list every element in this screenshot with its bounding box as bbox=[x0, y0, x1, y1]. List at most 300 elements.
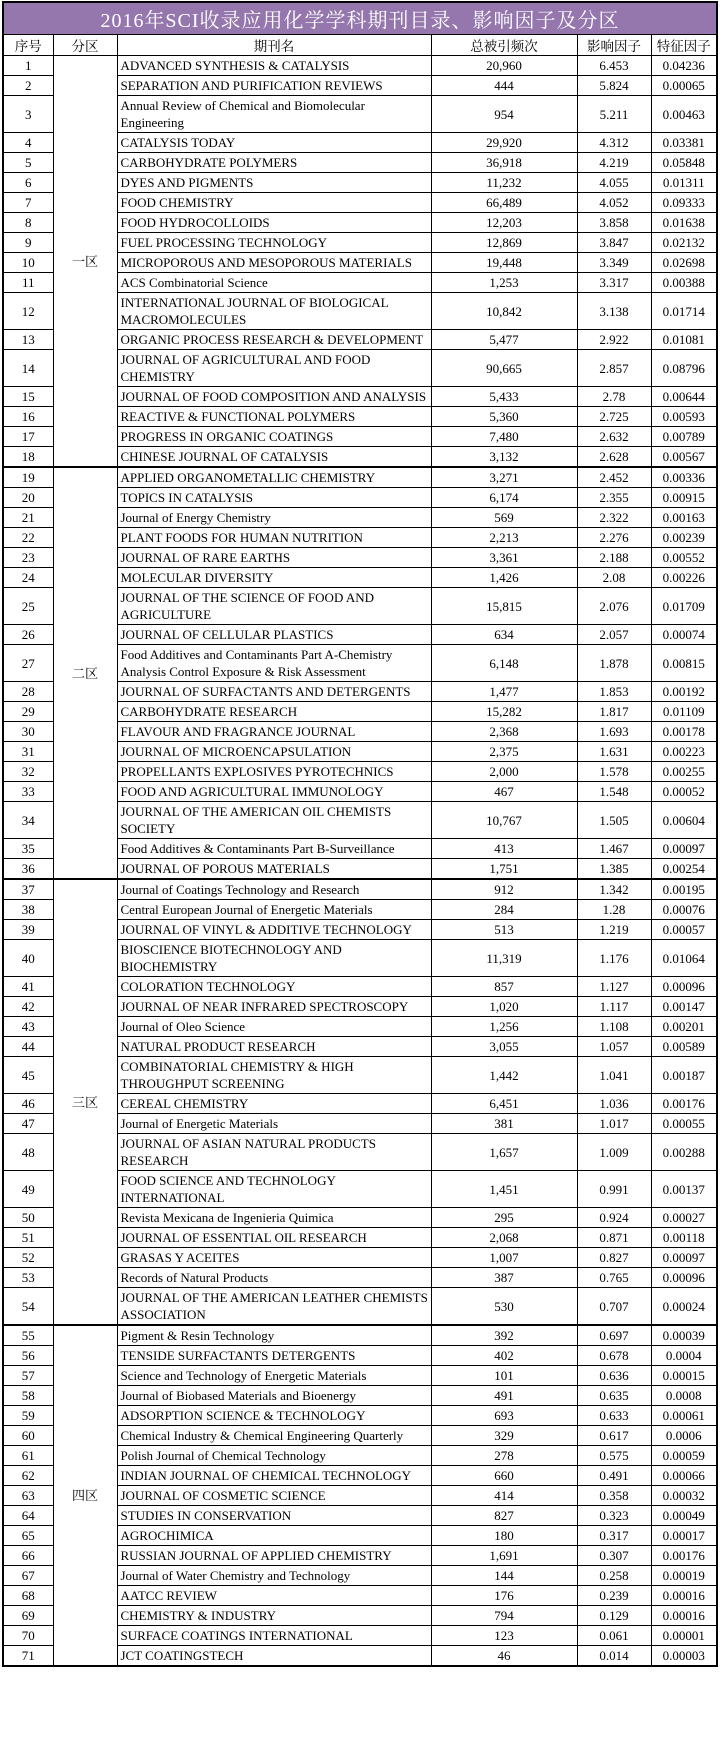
row-number-cell-active[interactable]: 5 bbox=[3, 153, 53, 173]
impact-factor-cell[interactable]: 0.491 bbox=[577, 1466, 651, 1486]
eigenfactor-cell[interactable]: 0.0004 bbox=[651, 1346, 717, 1366]
eigenfactor-cell[interactable]: 0.01714 bbox=[651, 293, 717, 330]
journal-name-cell[interactable]: Records of Natural Products bbox=[117, 1268, 431, 1288]
journal-name-cell[interactable]: JOURNAL OF CELLULAR PLASTICS bbox=[117, 625, 431, 645]
row-number-cell[interactable]: 40 bbox=[3, 940, 53, 977]
row-number-cell[interactable]: 54 bbox=[3, 1288, 53, 1326]
row-number-cell[interactable]: 8 bbox=[3, 213, 53, 233]
total-cites-cell[interactable]: 1,751 bbox=[431, 859, 577, 880]
eigenfactor-cell[interactable]: 0.00589 bbox=[651, 1037, 717, 1057]
zone-cell[interactable]: 四区 bbox=[53, 1325, 117, 1666]
eigenfactor-cell[interactable]: 0.00163 bbox=[651, 508, 717, 528]
eigenfactor-cell[interactable]: 0.00074 bbox=[651, 625, 717, 645]
row-number-cell[interactable]: 55 bbox=[3, 1325, 53, 1346]
journal-name-cell[interactable]: ORGANIC PROCESS RESEARCH & DEVELOPMENT bbox=[117, 330, 431, 350]
journal-name-cell[interactable]: TOPICS IN CATALYSIS bbox=[117, 488, 431, 508]
journal-name-cell[interactable]: PROGRESS IN ORGANIC COATINGS bbox=[117, 427, 431, 447]
impact-factor-cell[interactable]: 1.127 bbox=[577, 977, 651, 997]
total-cites-cell[interactable]: 6,148 bbox=[431, 645, 577, 682]
row-number-cell[interactable]: 53 bbox=[3, 1268, 53, 1288]
total-cites-cell[interactable]: 1,657 bbox=[431, 1134, 577, 1171]
impact-factor-cell[interactable]: 1.853 bbox=[577, 682, 651, 702]
total-cites-cell[interactable]: 1,020 bbox=[431, 997, 577, 1017]
journal-name-cell[interactable]: CATALYSIS TODAY bbox=[117, 133, 431, 153]
eigenfactor-cell[interactable]: 0.00593 bbox=[651, 407, 717, 427]
row-number-cell[interactable]: 37 bbox=[3, 879, 53, 900]
total-cites-cell[interactable]: 413 bbox=[431, 839, 577, 859]
total-cites-cell[interactable]: 15,282 bbox=[431, 702, 577, 722]
impact-factor-cell[interactable]: 4.312 bbox=[577, 133, 651, 153]
journal-name-cell[interactable]: INDIAN JOURNAL OF CHEMICAL TECHNOLOGY bbox=[117, 1466, 431, 1486]
total-cites-cell[interactable]: 912 bbox=[431, 879, 577, 900]
total-cites-cell[interactable]: 3,271 bbox=[431, 467, 577, 488]
eigenfactor-cell[interactable]: 0.00097 bbox=[651, 1248, 717, 1268]
row-number-cell[interactable]: 17 bbox=[3, 427, 53, 447]
journal-name-cell[interactable]: Pigment & Resin Technology bbox=[117, 1325, 431, 1346]
total-cites-cell[interactable]: 1,477 bbox=[431, 682, 577, 702]
row-number-cell[interactable]: 44 bbox=[3, 1037, 53, 1057]
eigenfactor-cell[interactable]: 0.00336 bbox=[651, 467, 717, 488]
total-cites-cell[interactable]: 66,489 bbox=[431, 193, 577, 213]
eigenfactor-cell[interactable]: 0.00192 bbox=[651, 682, 717, 702]
journal-name-cell[interactable]: COLORATION TECHNOLOGY bbox=[117, 977, 431, 997]
eigenfactor-cell[interactable]: 0.00061 bbox=[651, 1406, 717, 1426]
impact-factor-cell[interactable]: 0.323 bbox=[577, 1506, 651, 1526]
total-cites-cell[interactable]: 392 bbox=[431, 1325, 577, 1346]
total-cites-cell[interactable]: 11,319 bbox=[431, 940, 577, 977]
row-number-cell[interactable]: 22 bbox=[3, 528, 53, 548]
impact-factor-cell[interactable]: 0.129 bbox=[577, 1606, 651, 1626]
eigenfactor-cell[interactable]: 0.00001 bbox=[651, 1626, 717, 1646]
eigenfactor-cell[interactable]: 0.01709 bbox=[651, 588, 717, 625]
eigenfactor-cell[interactable]: 0.09333 bbox=[651, 193, 717, 213]
row-number-cell[interactable]: 30 bbox=[3, 722, 53, 742]
total-cites-cell[interactable]: 176 bbox=[431, 1586, 577, 1606]
total-cites-cell[interactable]: 2,213 bbox=[431, 528, 577, 548]
journal-name-cell[interactable]: Journal of Coatings Technology and Research bbox=[117, 879, 431, 900]
eigenfactor-cell[interactable]: 0.00065 bbox=[651, 76, 717, 96]
row-number-cell[interactable]: 21 bbox=[3, 508, 53, 528]
total-cites-cell[interactable]: 101 bbox=[431, 1366, 577, 1386]
eigenfactor-cell[interactable]: 0.01311 bbox=[651, 173, 717, 193]
impact-factor-cell[interactable]: 3.317 bbox=[577, 273, 651, 293]
impact-factor-cell[interactable]: 1.176 bbox=[577, 940, 651, 977]
total-cites-cell[interactable]: 5,360 bbox=[431, 407, 577, 427]
eigenfactor-cell[interactable]: 0.00024 bbox=[651, 1288, 717, 1326]
eigenfactor-cell[interactable]: 0.00052 bbox=[651, 782, 717, 802]
journal-name-cell[interactable]: Revista Mexicana de Ingenieria Quimica bbox=[117, 1208, 431, 1228]
journal-name-cell[interactable]: TENSIDE SURFACTANTS DETERGENTS bbox=[117, 1346, 431, 1366]
journal-name-cell[interactable]: JOURNAL OF ASIAN NATURAL PRODUCTS RESEARCH bbox=[117, 1134, 431, 1171]
eigenfactor-cell[interactable]: 0.00226 bbox=[651, 568, 717, 588]
journal-name-cell[interactable]: PROPELLANTS EXPLOSIVES PYROTECHNICS bbox=[117, 762, 431, 782]
eigenfactor-cell[interactable]: 0.00178 bbox=[651, 722, 717, 742]
eigenfactor-cell[interactable]: 0.00815 bbox=[651, 645, 717, 682]
row-number-cell[interactable]: 10 bbox=[3, 253, 53, 273]
row-number-cell[interactable]: 68 bbox=[3, 1586, 53, 1606]
total-cites-cell[interactable]: 10,842 bbox=[431, 293, 577, 330]
impact-factor-cell[interactable]: 5.211 bbox=[577, 96, 651, 133]
impact-factor-cell[interactable]: 1.578 bbox=[577, 762, 651, 782]
journal-name-cell[interactable]: FOOD CHEMISTRY bbox=[117, 193, 431, 213]
impact-factor-cell[interactable]: 2.057 bbox=[577, 625, 651, 645]
row-number-cell[interactable]: 69 bbox=[3, 1606, 53, 1626]
total-cites-cell[interactable]: 467 bbox=[431, 782, 577, 802]
journal-name-cell[interactable]: Food Additives & Contaminants Part B-Surveillance bbox=[117, 839, 431, 859]
eigenfactor-cell[interactable]: 0.00066 bbox=[651, 1466, 717, 1486]
eigenfactor-cell[interactable]: 0.00255 bbox=[651, 762, 717, 782]
journal-name-cell[interactable]: JOURNAL OF POROUS MATERIALS bbox=[117, 859, 431, 880]
journal-name-cell[interactable]: CARBOHYDRATE POLYMERS bbox=[117, 153, 431, 173]
total-cites-cell[interactable]: 123 bbox=[431, 1626, 577, 1646]
eigenfactor-cell[interactable]: 0.03381 bbox=[651, 133, 717, 153]
total-cites-cell[interactable]: 36,918 bbox=[431, 153, 577, 173]
journal-name-cell[interactable]: COMBINATORIAL CHEMISTRY & HIGH THROUGHPUT SCREENING bbox=[117, 1057, 431, 1094]
impact-factor-cell[interactable]: 4.052 bbox=[577, 193, 651, 213]
zone-cell[interactable]: 二区 bbox=[53, 467, 117, 879]
total-cites-cell[interactable]: 2,068 bbox=[431, 1228, 577, 1248]
impact-factor-cell[interactable]: 2.922 bbox=[577, 330, 651, 350]
row-number-cell[interactable]: 23 bbox=[3, 548, 53, 568]
eigenfactor-cell[interactable]: 0.04236 bbox=[651, 56, 717, 76]
eigenfactor-cell[interactable]: 0.01109 bbox=[651, 702, 717, 722]
impact-factor-cell[interactable]: 0.239 bbox=[577, 1586, 651, 1606]
row-number-cell[interactable]: 46 bbox=[3, 1094, 53, 1114]
journal-name-cell[interactable]: PLANT FOODS FOR HUMAN NUTRITION bbox=[117, 528, 431, 548]
eigenfactor-cell[interactable]: 0.00019 bbox=[651, 1566, 717, 1586]
impact-factor-cell[interactable]: 1.017 bbox=[577, 1114, 651, 1134]
impact-factor-cell[interactable]: 2.276 bbox=[577, 528, 651, 548]
impact-factor-cell[interactable]: 0.635 bbox=[577, 1386, 651, 1406]
journal-name-cell[interactable]: JOURNAL OF THE SCIENCE OF FOOD AND AGRICULTURE bbox=[117, 588, 431, 625]
total-cites-cell[interactable]: 295 bbox=[431, 1208, 577, 1228]
eigenfactor-cell[interactable]: 0.00057 bbox=[651, 920, 717, 940]
row-number-cell[interactable]: 32 bbox=[3, 762, 53, 782]
row-number-cell[interactable]: 9 bbox=[3, 233, 53, 253]
journal-name-cell[interactable]: Science and Technology of Energetic Materials bbox=[117, 1366, 431, 1386]
journal-name-cell[interactable]: FOOD HYDROCOLLOIDS bbox=[117, 213, 431, 233]
eigenfactor-cell[interactable]: 0.0006 bbox=[651, 1426, 717, 1446]
journal-name-cell[interactable]: INTERNATIONAL JOURNAL OF BIOLOGICAL MACROMOLECULES bbox=[117, 293, 431, 330]
row-number-cell[interactable]: 4 bbox=[3, 133, 53, 153]
total-cites-cell[interactable]: 827 bbox=[431, 1506, 577, 1526]
zone-cell[interactable]: 三区 bbox=[53, 879, 117, 1325]
eigenfactor-cell[interactable]: 0.00644 bbox=[651, 387, 717, 407]
total-cites-cell[interactable]: 10,767 bbox=[431, 802, 577, 839]
journal-name-cell[interactable]: JOURNAL OF AGRICULTURAL AND FOOD CHEMISTRY bbox=[117, 350, 431, 387]
row-number-cell[interactable]: 31 bbox=[3, 742, 53, 762]
row-number-cell[interactable]: 60 bbox=[3, 1426, 53, 1446]
journal-name-cell[interactable]: CHEMISTRY & INDUSTRY bbox=[117, 1606, 431, 1626]
row-number-cell[interactable]: 50 bbox=[3, 1208, 53, 1228]
impact-factor-cell[interactable]: 0.991 bbox=[577, 1171, 651, 1208]
total-cites-cell[interactable]: 2,000 bbox=[431, 762, 577, 782]
eigenfactor-cell[interactable]: 0.08796 bbox=[651, 350, 717, 387]
eigenfactor-cell[interactable]: 0.00059 bbox=[651, 1446, 717, 1466]
journal-name-cell[interactable]: JOURNAL OF SURFACTANTS AND DETERGENTS bbox=[117, 682, 431, 702]
journal-name-cell[interactable]: ADVANCED SYNTHESIS & CATALYSIS bbox=[117, 56, 431, 76]
impact-factor-cell[interactable]: 1.219 bbox=[577, 920, 651, 940]
journal-name-cell[interactable]: JOURNAL OF NEAR INFRARED SPECTROSCOPY bbox=[117, 997, 431, 1017]
row-number-cell[interactable]: 13 bbox=[3, 330, 53, 350]
journal-name-cell[interactable]: MICROPOROUS AND MESOPOROUS MATERIALS bbox=[117, 253, 431, 273]
journal-name-cell[interactable]: SEPARATION AND PURIFICATION REVIEWS bbox=[117, 76, 431, 96]
total-cites-cell[interactable]: 569 bbox=[431, 508, 577, 528]
journal-name-cell[interactable]: Annual Review of Chemical and Biomolecular Engineering bbox=[117, 96, 431, 133]
journal-name-cell[interactable]: RUSSIAN JOURNAL OF APPLIED CHEMISTRY bbox=[117, 1546, 431, 1566]
journal-name-cell[interactable]: JOURNAL OF RARE EARTHS bbox=[117, 548, 431, 568]
row-number-cell[interactable]: 56 bbox=[3, 1346, 53, 1366]
row-number-cell[interactable]: 1 bbox=[3, 56, 53, 76]
row-number-cell[interactable]: 58 bbox=[3, 1386, 53, 1406]
eigenfactor-cell[interactable]: 0.0008 bbox=[651, 1386, 717, 1406]
total-cites-cell[interactable]: 857 bbox=[431, 977, 577, 997]
row-number-cell[interactable]: 45 bbox=[3, 1057, 53, 1094]
journal-name-cell[interactable]: DYES AND PIGMENTS bbox=[117, 173, 431, 193]
row-number-cell[interactable]: 7 bbox=[3, 193, 53, 213]
row-number-cell[interactable]: 49 bbox=[3, 1171, 53, 1208]
row-number-cell[interactable]: 71 bbox=[3, 1646, 53, 1667]
journal-name-cell[interactable]: Central European Journal of Energetic Materials bbox=[117, 900, 431, 920]
journal-name-cell[interactable]: JOURNAL OF THE AMERICAN OIL CHEMISTS SOCIETY bbox=[117, 802, 431, 839]
eigenfactor-cell[interactable]: 0.00032 bbox=[651, 1486, 717, 1506]
total-cites-cell[interactable]: 491 bbox=[431, 1386, 577, 1406]
journal-name-cell[interactable]: Journal of Oleo Science bbox=[117, 1017, 431, 1037]
journal-name-cell[interactable]: CEREAL CHEMISTRY bbox=[117, 1094, 431, 1114]
total-cites-cell[interactable]: 513 bbox=[431, 920, 577, 940]
total-cites-cell[interactable]: 530 bbox=[431, 1288, 577, 1326]
total-cites-cell[interactable]: 693 bbox=[431, 1406, 577, 1426]
total-cites-cell[interactable]: 1,426 bbox=[431, 568, 577, 588]
total-cites-cell[interactable]: 5,433 bbox=[431, 387, 577, 407]
total-cites-cell[interactable]: 180 bbox=[431, 1526, 577, 1546]
impact-factor-cell[interactable]: 1.28 bbox=[577, 900, 651, 920]
total-cites-cell[interactable]: 284 bbox=[431, 900, 577, 920]
journal-name-cell[interactable]: FOOD SCIENCE AND TECHNOLOGY INTERNATIONAL bbox=[117, 1171, 431, 1208]
total-cites-cell[interactable]: 1,442 bbox=[431, 1057, 577, 1094]
total-cites-cell[interactable]: 278 bbox=[431, 1446, 577, 1466]
eigenfactor-cell[interactable]: 0.00288 bbox=[651, 1134, 717, 1171]
impact-factor-cell[interactable]: 0.258 bbox=[577, 1566, 651, 1586]
row-number-cell[interactable]: 3 bbox=[3, 96, 53, 133]
impact-factor-cell[interactable]: 3.858 bbox=[577, 213, 651, 233]
total-cites-cell[interactable]: 1,691 bbox=[431, 1546, 577, 1566]
row-number-cell[interactable]: 51 bbox=[3, 1228, 53, 1248]
eigenfactor-cell[interactable]: 0.00076 bbox=[651, 900, 717, 920]
total-cites-cell[interactable]: 12,869 bbox=[431, 233, 577, 253]
row-number-cell[interactable]: 66 bbox=[3, 1546, 53, 1566]
total-cites-cell[interactable]: 414 bbox=[431, 1486, 577, 1506]
impact-factor-cell[interactable]: 0.358 bbox=[577, 1486, 651, 1506]
impact-factor-cell[interactable]: 3.349 bbox=[577, 253, 651, 273]
journal-name-cell[interactable]: FOOD AND AGRICULTURAL IMMUNOLOGY bbox=[117, 782, 431, 802]
row-number-cell[interactable]: 62 bbox=[3, 1466, 53, 1486]
journal-name-cell[interactable]: NATURAL PRODUCT RESEARCH bbox=[117, 1037, 431, 1057]
journal-name-cell[interactable]: FUEL PROCESSING TECHNOLOGY bbox=[117, 233, 431, 253]
eigenfactor-cell[interactable]: 0.01064 bbox=[651, 940, 717, 977]
journal-name-cell[interactable]: Food Additives and Contaminants Part A-Chemistry Analysis Control Exposure & Risk Assessment bbox=[117, 645, 431, 682]
zone-cell[interactable]: 一区 bbox=[53, 56, 117, 468]
row-number-cell[interactable]: 34 bbox=[3, 802, 53, 839]
journal-name-cell[interactable]: Journal of Energetic Materials bbox=[117, 1114, 431, 1134]
journal-name-cell[interactable]: Journal of Energy Chemistry bbox=[117, 508, 431, 528]
impact-factor-cell[interactable]: 5.824 bbox=[577, 76, 651, 96]
impact-factor-cell[interactable]: 2.452 bbox=[577, 467, 651, 488]
total-cites-cell[interactable]: 1,007 bbox=[431, 1248, 577, 1268]
eigenfactor-cell[interactable]: 0.00388 bbox=[651, 273, 717, 293]
eigenfactor-cell[interactable]: 0.00137 bbox=[651, 1171, 717, 1208]
impact-factor-cell[interactable]: 1.117 bbox=[577, 997, 651, 1017]
impact-factor-cell[interactable]: 1.108 bbox=[577, 1017, 651, 1037]
impact-factor-cell[interactable]: 0.617 bbox=[577, 1426, 651, 1446]
eigenfactor-cell[interactable]: 0.00195 bbox=[651, 879, 717, 900]
total-cites-cell[interactable]: 402 bbox=[431, 1346, 577, 1366]
total-cites-cell[interactable]: 634 bbox=[431, 625, 577, 645]
total-cites-cell[interactable]: 3,361 bbox=[431, 548, 577, 568]
journal-name-cell[interactable]: ACS Combinatorial Science bbox=[117, 273, 431, 293]
impact-factor-cell[interactable]: 3.138 bbox=[577, 293, 651, 330]
total-cites-cell[interactable]: 46 bbox=[431, 1646, 577, 1667]
journal-name-cell[interactable]: JOURNAL OF THE AMERICAN LEATHER CHEMISTS ASSOCIATION bbox=[117, 1288, 431, 1326]
total-cites-cell[interactable]: 1,253 bbox=[431, 273, 577, 293]
row-number-cell[interactable]: 6 bbox=[3, 173, 53, 193]
journal-name-cell[interactable]: JOURNAL OF MICROENCAPSULATION bbox=[117, 742, 431, 762]
impact-factor-cell[interactable]: 0.636 bbox=[577, 1366, 651, 1386]
eigenfactor-cell[interactable]: 0.00176 bbox=[651, 1546, 717, 1566]
eigenfactor-cell[interactable]: 0.00097 bbox=[651, 839, 717, 859]
row-number-cell[interactable]: 2 bbox=[3, 76, 53, 96]
eigenfactor-cell[interactable]: 0.00017 bbox=[651, 1526, 717, 1546]
journal-name-cell[interactable]: Journal of Water Chemistry and Technology bbox=[117, 1566, 431, 1586]
row-number-cell[interactable]: 61 bbox=[3, 1446, 53, 1466]
impact-factor-cell[interactable]: 1.057 bbox=[577, 1037, 651, 1057]
impact-factor-cell[interactable]: 6.453 bbox=[577, 56, 651, 76]
impact-factor-cell[interactable]: 0.707 bbox=[577, 1288, 651, 1326]
journal-name-cell[interactable]: GRASAS Y ACEITES bbox=[117, 1248, 431, 1268]
row-number-cell[interactable]: 36 bbox=[3, 859, 53, 880]
journal-name-cell[interactable]: AATCC REVIEW bbox=[117, 1586, 431, 1606]
impact-factor-cell[interactable]: 0.678 bbox=[577, 1346, 651, 1366]
total-cites-cell[interactable]: 6,174 bbox=[431, 488, 577, 508]
row-number-cell[interactable]: 64 bbox=[3, 1506, 53, 1526]
impact-factor-cell[interactable]: 2.857 bbox=[577, 350, 651, 387]
impact-factor-cell[interactable]: 1.342 bbox=[577, 879, 651, 900]
eigenfactor-cell[interactable]: 0.00187 bbox=[651, 1057, 717, 1094]
impact-factor-cell[interactable]: 0.765 bbox=[577, 1268, 651, 1288]
eigenfactor-cell[interactable]: 0.00176 bbox=[651, 1094, 717, 1114]
row-number-cell[interactable]: 47 bbox=[3, 1114, 53, 1134]
eigenfactor-cell[interactable]: 0.00567 bbox=[651, 447, 717, 468]
total-cites-cell[interactable]: 3,055 bbox=[431, 1037, 577, 1057]
total-cites-cell[interactable]: 12,203 bbox=[431, 213, 577, 233]
total-cites-cell[interactable]: 6,451 bbox=[431, 1094, 577, 1114]
total-cites-cell[interactable]: 1,451 bbox=[431, 1171, 577, 1208]
eigenfactor-cell[interactable]: 0.00003 bbox=[651, 1646, 717, 1667]
row-number-cell[interactable]: 12 bbox=[3, 293, 53, 330]
journal-name-cell[interactable]: JOURNAL OF ESSENTIAL OIL RESEARCH bbox=[117, 1228, 431, 1248]
eigenfactor-cell[interactable]: 0.00604 bbox=[651, 802, 717, 839]
row-number-cell[interactable]: 67 bbox=[3, 1566, 53, 1586]
impact-factor-cell[interactable]: 0.871 bbox=[577, 1228, 651, 1248]
impact-factor-cell[interactable]: 4.055 bbox=[577, 173, 651, 193]
row-number-cell[interactable]: 59 bbox=[3, 1406, 53, 1426]
eigenfactor-cell[interactable]: 0.00239 bbox=[651, 528, 717, 548]
impact-factor-cell[interactable]: 0.014 bbox=[577, 1646, 651, 1667]
journal-name-cell[interactable]: BIOSCIENCE BIOTECHNOLOGY AND BIOCHEMISTRY bbox=[117, 940, 431, 977]
row-number-cell[interactable]: 39 bbox=[3, 920, 53, 940]
row-number-cell[interactable]: 16 bbox=[3, 407, 53, 427]
impact-factor-cell[interactable]: 1.878 bbox=[577, 645, 651, 682]
row-number-cell[interactable]: 18 bbox=[3, 447, 53, 468]
impact-factor-cell[interactable]: 0.307 bbox=[577, 1546, 651, 1566]
eigenfactor-cell[interactable]: 0.00254 bbox=[651, 859, 717, 880]
eigenfactor-cell[interactable]: 0.00049 bbox=[651, 1506, 717, 1526]
journal-name-cell[interactable]: REACTIVE & FUNCTIONAL POLYMERS bbox=[117, 407, 431, 427]
impact-factor-cell[interactable]: 1.036 bbox=[577, 1094, 651, 1114]
eigenfactor-cell[interactable]: 0.00096 bbox=[651, 1268, 717, 1288]
impact-factor-cell[interactable]: 2.78 bbox=[577, 387, 651, 407]
impact-factor-cell[interactable]: 0.061 bbox=[577, 1626, 651, 1646]
journal-name-cell[interactable]: Polish Journal of Chemical Technology bbox=[117, 1446, 431, 1466]
impact-factor-cell[interactable]: 2.188 bbox=[577, 548, 651, 568]
total-cites-cell[interactable]: 90,665 bbox=[431, 350, 577, 387]
impact-factor-cell[interactable]: 2.322 bbox=[577, 508, 651, 528]
impact-factor-cell[interactable]: 2.628 bbox=[577, 447, 651, 468]
row-number-cell[interactable]: 27 bbox=[3, 645, 53, 682]
impact-factor-cell[interactable]: 0.697 bbox=[577, 1325, 651, 1346]
row-number-cell[interactable]: 20 bbox=[3, 488, 53, 508]
row-number-cell[interactable]: 28 bbox=[3, 682, 53, 702]
eigenfactor-cell[interactable]: 0.00223 bbox=[651, 742, 717, 762]
impact-factor-cell[interactable]: 0.827 bbox=[577, 1248, 651, 1268]
impact-factor-cell[interactable]: 2.632 bbox=[577, 427, 651, 447]
journal-name-cell[interactable]: JOURNAL OF FOOD COMPOSITION AND ANALYSIS bbox=[117, 387, 431, 407]
impact-factor-cell[interactable]: 1.693 bbox=[577, 722, 651, 742]
impact-factor-cell[interactable]: 1.467 bbox=[577, 839, 651, 859]
row-number-cell[interactable]: 26 bbox=[3, 625, 53, 645]
eigenfactor-cell[interactable]: 0.01081 bbox=[651, 330, 717, 350]
total-cites-cell[interactable]: 29,920 bbox=[431, 133, 577, 153]
journal-name-cell[interactable]: ADSORPTION SCIENCE & TECHNOLOGY bbox=[117, 1406, 431, 1426]
journal-name-cell[interactable]: FLAVOUR AND FRAGRANCE JOURNAL bbox=[117, 722, 431, 742]
total-cites-cell[interactable]: 19,448 bbox=[431, 253, 577, 273]
row-number-cell[interactable]: 14 bbox=[3, 350, 53, 387]
total-cites-cell[interactable]: 387 bbox=[431, 1268, 577, 1288]
eigenfactor-cell[interactable]: 0.02132 bbox=[651, 233, 717, 253]
eigenfactor-cell[interactable]: 0.00118 bbox=[651, 1228, 717, 1248]
eigenfactor-cell[interactable]: 0.00147 bbox=[651, 997, 717, 1017]
row-number-cell[interactable]: 48 bbox=[3, 1134, 53, 1171]
eigenfactor-cell[interactable]: 0.00552 bbox=[651, 548, 717, 568]
impact-factor-cell[interactable]: 1.505 bbox=[577, 802, 651, 839]
journal-name-cell[interactable]: CHINESE JOURNAL OF CATALYSIS bbox=[117, 447, 431, 468]
journal-name-cell[interactable]: AGROCHIMICA bbox=[117, 1526, 431, 1546]
impact-factor-cell[interactable]: 4.219 bbox=[577, 153, 651, 173]
row-number-cell[interactable]: 42 bbox=[3, 997, 53, 1017]
total-cites-cell[interactable]: 7,480 bbox=[431, 427, 577, 447]
eigenfactor-cell[interactable]: 0.00915 bbox=[651, 488, 717, 508]
eigenfactor-cell[interactable]: 0.00096 bbox=[651, 977, 717, 997]
impact-factor-cell[interactable]: 0.317 bbox=[577, 1526, 651, 1546]
impact-factor-cell[interactable]: 0.924 bbox=[577, 1208, 651, 1228]
total-cites-cell[interactable]: 2,375 bbox=[431, 742, 577, 762]
journal-name-cell[interactable]: JCT COATINGSTECH bbox=[117, 1646, 431, 1667]
total-cites-cell[interactable]: 144 bbox=[431, 1566, 577, 1586]
total-cites-cell[interactable]: 954 bbox=[431, 96, 577, 133]
row-number-cell[interactable]: 57 bbox=[3, 1366, 53, 1386]
row-number-cell[interactable]: 41 bbox=[3, 977, 53, 997]
row-number-cell[interactable]: 70 bbox=[3, 1626, 53, 1646]
